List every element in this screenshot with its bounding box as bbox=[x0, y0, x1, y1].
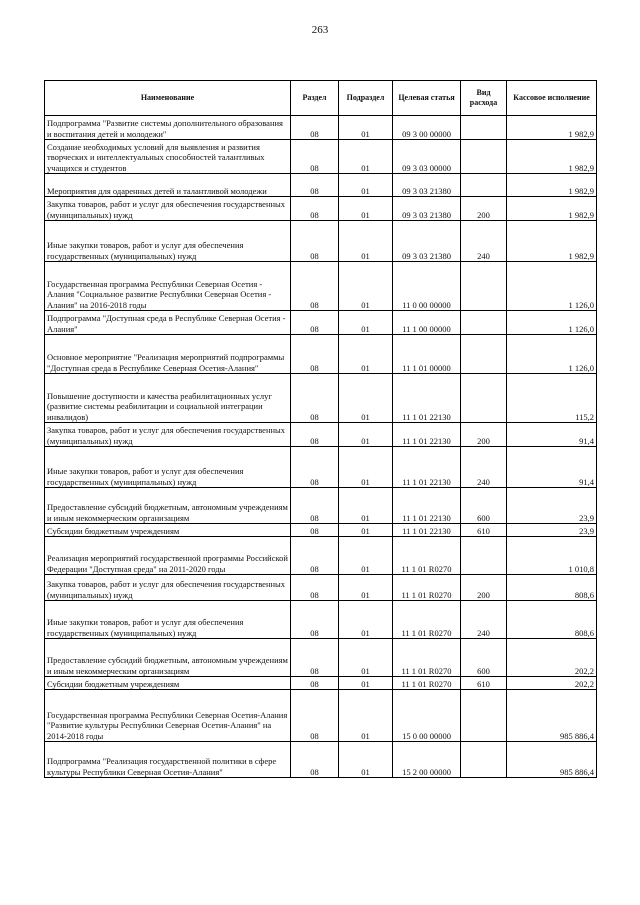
row-name: Субсидии бюджетным учреждениям bbox=[45, 524, 291, 537]
row-expense: 200 bbox=[461, 197, 507, 221]
table-row bbox=[45, 174, 597, 197]
row-subsection: 01 bbox=[339, 116, 393, 140]
row-name: Государственная программа Республики Северная Осетия - Алания "Социальное развитие Республики Северная Осетия - Алания" на 2016-2018 годы bbox=[45, 262, 291, 311]
row-target: 11 1 01 00000 bbox=[393, 335, 461, 374]
row-target: 11 0 00 00000 bbox=[393, 262, 461, 311]
row-amount: 115,2 bbox=[507, 374, 597, 423]
header-name: Наименование bbox=[45, 81, 291, 116]
budget-table bbox=[44, 80, 597, 778]
row-amount: 1 982,9 bbox=[507, 140, 597, 174]
row-expense: 200 bbox=[461, 575, 507, 601]
row-name: Иные закупки товаров, работ и услуг для обеспечения государственных (муниципальных) нужд bbox=[45, 221, 291, 262]
header-target: Целевая статья bbox=[393, 81, 461, 116]
row-subsection: 01 bbox=[339, 221, 393, 262]
row-amount: 1 982,9 bbox=[507, 197, 597, 221]
row-section: 08 bbox=[291, 374, 339, 423]
row-name: Закупка товаров, работ и услуг для обеспечения государственных (муниципальных) нужд bbox=[45, 423, 291, 447]
table-row bbox=[45, 374, 597, 423]
row-section: 08 bbox=[291, 524, 339, 537]
row-expense: 600 bbox=[461, 488, 507, 524]
page-number: 263 bbox=[311, 24, 329, 36]
row-amount: 985 886,4 bbox=[507, 742, 597, 778]
row-name: Предоставление субсидий бюджетным, автономным учреждениям и иным некоммерческим организациям bbox=[45, 639, 291, 677]
row-subsection: 01 bbox=[339, 639, 393, 677]
row-subsection: 01 bbox=[339, 174, 393, 197]
row-name: Предоставление субсидий бюджетным, автономным учреждениям и иным некоммерческим организациям bbox=[45, 488, 291, 524]
row-name: Подпрограмма "Развитие системы дополнительного образования и воспитания детей и молодежи" bbox=[45, 116, 291, 140]
row-subsection: 01 bbox=[339, 374, 393, 423]
row-expense bbox=[461, 374, 507, 423]
table-row bbox=[45, 690, 597, 742]
row-name: Создание необходимых условий для выявления и развития творческих и интеллектуальных способностей талантливых учащихся и студентов bbox=[45, 140, 291, 174]
table-row bbox=[45, 335, 597, 374]
header-amount: Кассовое исполнение bbox=[507, 81, 597, 116]
row-amount: 808,6 bbox=[507, 575, 597, 601]
row-subsection: 01 bbox=[339, 423, 393, 447]
table-row bbox=[45, 601, 597, 639]
row-section: 08 bbox=[291, 537, 339, 575]
row-expense bbox=[461, 140, 507, 174]
row-target: 09 3 03 00000 bbox=[393, 140, 461, 174]
row-section: 08 bbox=[291, 677, 339, 690]
row-section: 08 bbox=[291, 742, 339, 778]
row-target: 11 1 01 22130 bbox=[393, 524, 461, 537]
row-expense: 240 bbox=[461, 221, 507, 262]
row-name: Закупка товаров, работ и услуг для обеспечения государственных (муниципальных) нужд bbox=[45, 197, 291, 221]
row-amount: 1 982,9 bbox=[507, 174, 597, 197]
header-section: Раздел bbox=[291, 81, 339, 116]
row-subsection: 01 bbox=[339, 575, 393, 601]
row-section: 08 bbox=[291, 262, 339, 311]
row-section: 08 bbox=[291, 335, 339, 374]
row-amount: 1 126,0 bbox=[507, 262, 597, 311]
row-target: 09 3 03 21380 bbox=[393, 197, 461, 221]
row-subsection: 01 bbox=[339, 447, 393, 488]
row-target: 15 0 00 00000 bbox=[393, 690, 461, 742]
row-name: Основное мероприятие "Реализация мероприятий подпрограммы "Доступная среда в Республике Северная Осетия-Алания" bbox=[45, 335, 291, 374]
row-subsection: 01 bbox=[339, 601, 393, 639]
row-expense bbox=[461, 742, 507, 778]
row-amount: 91,4 bbox=[507, 447, 597, 488]
row-amount: 1 010,8 bbox=[507, 537, 597, 575]
table-header-row bbox=[45, 81, 597, 116]
row-section: 08 bbox=[291, 197, 339, 221]
row-target: 15 2 00 00000 bbox=[393, 742, 461, 778]
row-name: Закупка товаров, работ и услуг для обеспечения государственных (муниципальных) нужд bbox=[45, 575, 291, 601]
row-section: 08 bbox=[291, 311, 339, 335]
table-body bbox=[45, 116, 597, 778]
row-name: Повышение доступности и качества реабилитационных услуг (развитие системы реабилитации и социальной интеграции инвалидов) bbox=[45, 374, 291, 423]
row-subsection: 01 bbox=[339, 262, 393, 311]
row-expense bbox=[461, 690, 507, 742]
row-amount: 202,2 bbox=[507, 677, 597, 690]
row-amount: 202,2 bbox=[507, 639, 597, 677]
row-amount: 23,9 bbox=[507, 524, 597, 537]
row-subsection: 01 bbox=[339, 677, 393, 690]
row-name: Мероприятия для одаренных детей и талантливой молодежи bbox=[45, 174, 291, 197]
row-target: 11 1 01 R0270 bbox=[393, 677, 461, 690]
row-target: 11 1 01 22130 bbox=[393, 423, 461, 447]
row-section: 08 bbox=[291, 221, 339, 262]
table-row bbox=[45, 423, 597, 447]
row-section: 08 bbox=[291, 639, 339, 677]
row-subsection: 01 bbox=[339, 140, 393, 174]
row-subsection: 01 bbox=[339, 537, 393, 575]
row-name: Реализация мероприятий государственной программы Российской Федерации "Доступная среда" на 2011-2020 годы bbox=[45, 537, 291, 575]
row-target: 11 1 00 00000 bbox=[393, 311, 461, 335]
row-expense: 610 bbox=[461, 677, 507, 690]
row-expense bbox=[461, 335, 507, 374]
row-expense: 600 bbox=[461, 639, 507, 677]
header-subsection: Подраздел bbox=[339, 81, 393, 116]
table-row bbox=[45, 197, 597, 221]
row-target: 11 1 01 R0270 bbox=[393, 601, 461, 639]
row-section: 08 bbox=[291, 575, 339, 601]
table-row bbox=[45, 742, 597, 778]
row-name: Государственная программа Республики Северная Осетия-Алания "Развитие культуры Республики Северная Осетия-Алания" на 2014-2018 годы bbox=[45, 690, 291, 742]
row-name: Иные закупки товаров, работ и услуг для обеспечения государственных (муниципальных) нужд bbox=[45, 447, 291, 488]
table-row bbox=[45, 488, 597, 524]
row-amount: 1 126,0 bbox=[507, 335, 597, 374]
row-expense: 240 bbox=[461, 601, 507, 639]
header-expense: Вид расхода bbox=[461, 81, 507, 116]
row-target: 09 3 03 21380 bbox=[393, 221, 461, 262]
row-expense bbox=[461, 311, 507, 335]
row-amount: 1 982,9 bbox=[507, 116, 597, 140]
row-subsection: 01 bbox=[339, 335, 393, 374]
row-amount: 1 982,9 bbox=[507, 221, 597, 262]
row-expense: 240 bbox=[461, 447, 507, 488]
row-amount: 808,6 bbox=[507, 601, 597, 639]
row-amount: 1 126,0 bbox=[507, 311, 597, 335]
table-row bbox=[45, 140, 597, 174]
table-row bbox=[45, 639, 597, 677]
row-subsection: 01 bbox=[339, 524, 393, 537]
row-section: 08 bbox=[291, 140, 339, 174]
row-section: 08 bbox=[291, 488, 339, 524]
row-target: 09 3 03 21380 bbox=[393, 174, 461, 197]
table-row bbox=[45, 447, 597, 488]
row-name: Субсидии бюджетным учреждениям bbox=[45, 677, 291, 690]
row-subsection: 01 bbox=[339, 488, 393, 524]
row-section: 08 bbox=[291, 174, 339, 197]
table-row bbox=[45, 524, 597, 537]
row-target: 11 1 01 22130 bbox=[393, 374, 461, 423]
row-section: 08 bbox=[291, 423, 339, 447]
row-expense bbox=[461, 537, 507, 575]
table-row bbox=[45, 677, 597, 690]
row-target: 11 1 01 22130 bbox=[393, 447, 461, 488]
row-expense bbox=[461, 262, 507, 311]
row-subsection: 01 bbox=[339, 311, 393, 335]
row-amount: 23,9 bbox=[507, 488, 597, 524]
table-row bbox=[45, 311, 597, 335]
row-target: 11 1 01 R0270 bbox=[393, 537, 461, 575]
row-target: 11 1 01 22130 bbox=[393, 488, 461, 524]
row-section: 08 bbox=[291, 690, 339, 742]
row-section: 08 bbox=[291, 116, 339, 140]
row-amount: 91,4 bbox=[507, 423, 597, 447]
row-name: Иные закупки товаров, работ и услуг для обеспечения государственных (муниципальных) нужд bbox=[45, 601, 291, 639]
row-amount: 985 886,4 bbox=[507, 690, 597, 742]
table-row bbox=[45, 116, 597, 140]
row-subsection: 01 bbox=[339, 690, 393, 742]
table-row bbox=[45, 262, 597, 311]
row-target: 09 3 00 00000 bbox=[393, 116, 461, 140]
table-row bbox=[45, 221, 597, 262]
row-subsection: 01 bbox=[339, 742, 393, 778]
table-row bbox=[45, 575, 597, 601]
row-subsection: 01 bbox=[339, 197, 393, 221]
row-expense bbox=[461, 174, 507, 197]
row-expense: 610 bbox=[461, 524, 507, 537]
row-name: Подпрограммa "Реализация государственной политики в сфере культуры Республики Северная Осетия-Алания" bbox=[45, 742, 291, 778]
row-section: 08 bbox=[291, 447, 339, 488]
row-expense: 200 bbox=[461, 423, 507, 447]
row-target: 11 1 01 R0270 bbox=[393, 575, 461, 601]
row-target: 11 1 01 R0270 bbox=[393, 639, 461, 677]
row-section: 08 bbox=[291, 601, 339, 639]
row-name: Подпрограмма "Доступная среда в Республике Северная Осетия - Алания" bbox=[45, 311, 291, 335]
table-row bbox=[45, 537, 597, 575]
row-expense bbox=[461, 116, 507, 140]
